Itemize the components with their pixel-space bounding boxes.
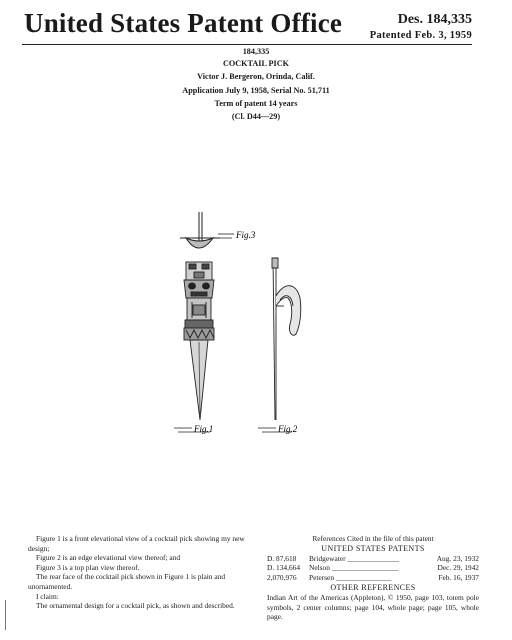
- description-paragraph: Figure 2 is an edge elevational view thereof; and: [36, 553, 181, 563]
- description-paragraph: Figure 1 is a front elevational view of a cocktail pick showing my new design;: [28, 534, 245, 553]
- application-line: Application July 9, 1958, Serial No. 51,711: [182, 86, 330, 95]
- reference-date: Dec. 29, 1942: [437, 563, 479, 573]
- reference-row: [267, 573, 479, 582]
- patent-number: 184,335: [242, 47, 270, 56]
- reference-name: Bridgewater ______________: [309, 553, 400, 563]
- classification: (Cl. D44—29): [231, 112, 281, 121]
- us-patents-heading: UNITED STATES PATENTS: [321, 544, 425, 554]
- description-paragraph: Figure 3 is a top plan view thereof.: [36, 562, 140, 572]
- figure-3-drawing: [180, 212, 220, 248]
- margin-mark: [5, 600, 6, 630]
- reference-name: Nelson __________________: [309, 563, 399, 573]
- reference-number: D. 87,618: [267, 553, 297, 563]
- description-paragraph: The rear face of the cocktail pick shown in Figure 1 is plain and unornamented.: [28, 572, 226, 591]
- claim-text: The ornamental design for a cocktail pick, as shown and described.: [36, 601, 235, 611]
- reference-date: Aug. 23, 1932: [436, 553, 479, 563]
- references-column: [267, 534, 479, 622]
- description-column: [28, 534, 254, 611]
- figure-1-label: [174, 424, 213, 434]
- other-references-heading: OTHER REFERENCES: [330, 583, 416, 593]
- inventor: Victor J. Bergeron, Orinda, Calif.: [197, 72, 315, 81]
- design-patent-number: Des. 184,335: [397, 12, 472, 27]
- reference-row: [267, 563, 479, 572]
- office-title: United States Patent Office: [24, 8, 343, 38]
- reference-row: [267, 554, 479, 563]
- term-line: Term of patent 14 years: [214, 99, 298, 108]
- reference-number: D. 134,664: [267, 563, 301, 573]
- reference-number: 2,070,976: [267, 572, 297, 582]
- patented-date: Patented Feb. 3, 1959: [369, 30, 472, 41]
- other-references-text: Indian Art of the Americas (Appleton), © 1950, page 103, totem pole symbols, 2 center columns; page 104, whole page; page 105, whole page.: [267, 593, 479, 622]
- figure-1-drawing: [184, 262, 214, 420]
- figure-3-caption: Fig.3: [236, 230, 256, 240]
- figure-2-label: [258, 424, 298, 434]
- patent-title: COCKTAIL PICK: [222, 59, 290, 68]
- claim-heading: I claim:: [36, 591, 59, 601]
- figure-1-caption: Fig.1: [194, 424, 214, 434]
- reference-name: Petersen _______________: [309, 572, 392, 582]
- references-heading: References Cited in the file of this patent: [312, 534, 434, 543]
- reference-date: Feb. 16, 1937: [438, 572, 479, 582]
- figure-3-label: [214, 230, 256, 240]
- figure-2-caption: Fig.2: [278, 424, 298, 434]
- figure-2-drawing: [272, 258, 301, 420]
